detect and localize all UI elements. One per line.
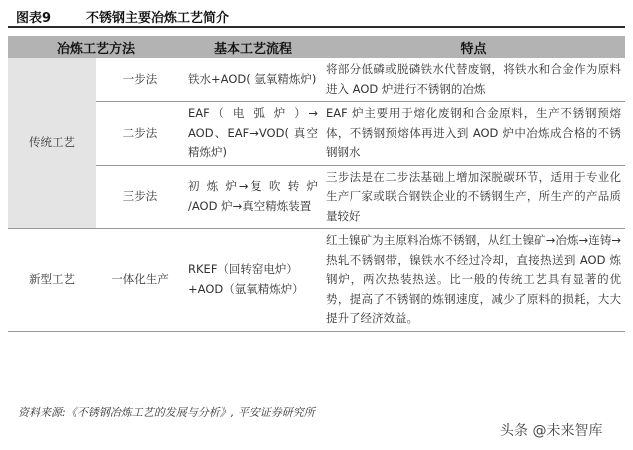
feature-cell: 将部分低磷或脱磷铁水代替废钢，将铁水和合金作为原料进入 AOD 炉进行不锈钢的冶炼 [326,62,622,96]
table-row [8,102,625,166]
process-cell: 铁水+AOD( 氩氧精炼炉) [188,71,317,86]
feature-cell: 三步法是在二步法基础上增加深脱碳环节，适用于专业化生产厂家或联合钢铁企业的不锈钢生产，所生产的产品质量较好 [322,165,625,229]
table-header-row [8,36,625,58]
column-header-method: 冶炼工艺方法 [8,36,184,58]
method-cell: 一步法 [122,71,158,86]
watermark-text: 头条 @未来智库 [500,423,603,439]
category-new: 新型工艺 [8,229,96,332]
column-header-process: 基本工艺流程 [184,36,322,58]
table-row [8,58,625,102]
source-note: 资料来源:《不锈钢冶炼工艺的发展与分析》, 平安证券研究所 [18,406,315,419]
process-cell: RKEF（回转窑电炉）+AOD（氩氧精炼炉） [184,229,322,332]
feature-cell: 红土镍矿为主原料冶炼不锈钢，从红土镍矿→冶炼→连铸→热轧不锈钢带，镍铁水不经过冷却，直接热送到 AOD 炼钢炉，两次热装热送。比一般的传统工艺具有显著的优势，提高了不锈钢的炼钢速度，减少了原料的损耗，大大提升了经济效益。 [322,229,625,332]
method-cell: 一体化生产 [96,229,184,332]
process-table [8,36,625,332]
method-cell: 二步法 [96,102,184,166]
figure-number: 图表9 [16,11,52,26]
process-cell: EAF（ 电 弧 炉 ）→ AOD、EAF→VOD( 真空精炼炉) [184,102,322,166]
method-cell: 三步法 [96,165,184,229]
table-row [8,229,625,332]
figure-title: 不锈钢主要冶炼工艺简介 [86,11,230,26]
table-row [8,165,625,229]
feature-cell: EAF 炉主要用于熔化废钢和合金原料，生产不锈钢预熔体，不锈钢预熔体再进入到 AOD 炉中冶炼成合格的不锈钢钢水 [322,102,625,166]
category-traditional: 传统工艺 [8,58,96,229]
process-cell: 初 炼 炉→复 吹 转 炉 /AOD 炉→真空精炼装置 [184,165,322,229]
figure-title-bar [8,4,625,28]
column-header-feature: 特点 [322,36,625,58]
